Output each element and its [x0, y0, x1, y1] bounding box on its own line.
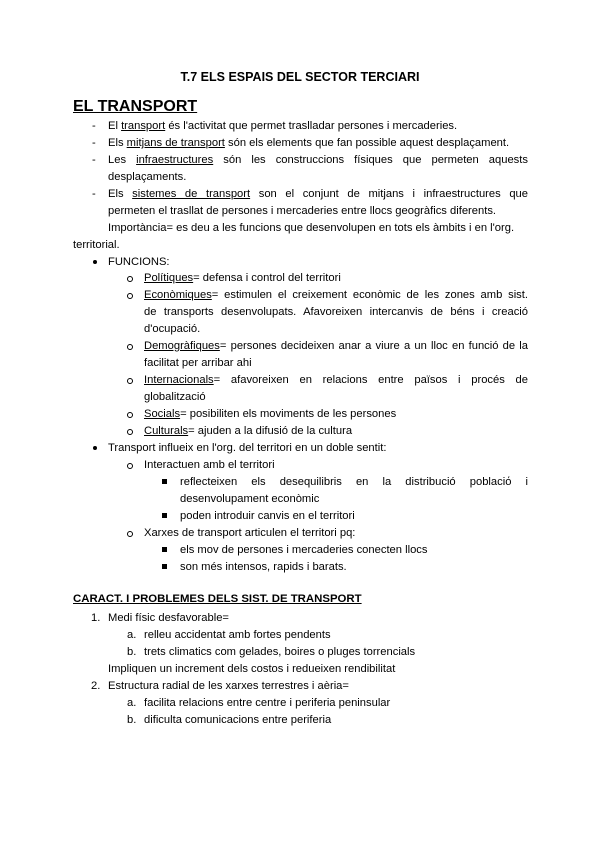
function-socials: Socials= posibiliten els moviments de les persones: [144, 408, 397, 420]
bullet-circle: [127, 463, 133, 469]
bullet-square: [162, 513, 167, 518]
list-number: 1.: [91, 612, 101, 624]
problem-note: Impliquen un increment dels costos i redueixen rendibilitat: [108, 663, 396, 675]
influence-sub2-item: els mov de persones i mercaderies conecten llocs: [180, 544, 428, 556]
influence-sub1-item-cont: desenvolupament econòmic: [180, 493, 320, 505]
influence-sub1-item: poden introduir canvis en el territori: [180, 510, 355, 522]
function-economiques-cont2: d'ocupació.: [144, 323, 201, 335]
bullet-square: [162, 479, 167, 484]
bullet-circle: [127, 293, 133, 299]
problem-item: Estructura radial de les xarxes terrestres i aèria=: [108, 680, 349, 692]
section-heading-transport: EL TRANSPORT: [73, 98, 198, 115]
function-politiques: Polítiques= defensa i control del territori: [144, 272, 341, 284]
problem-item: Medi físic desfavorable=: [108, 612, 229, 624]
problem-sub-item: facilita relacions entre centre i periferia peninsular: [144, 697, 391, 709]
importance-text: Importància= es deu a les funcions que desenvolupen en tots els àmbits i en l'org.: [108, 222, 515, 234]
problem-sub-item: relleu accidentat amb fortes pendents: [144, 629, 331, 641]
dash-item-transport: El transport és l'activitat que permet traslladar persones i mercaderies.: [108, 120, 458, 132]
bullet-circle: [127, 378, 133, 384]
bullet-circle: [127, 429, 133, 435]
bullet-disc: [93, 446, 97, 450]
list-number: 2.: [91, 680, 101, 692]
influence-sub1: Interactuen amb el territori: [144, 459, 275, 471]
bullet-circle: [127, 531, 133, 537]
dash-item-infraestructures: Les infraestructures són les construccions físiques que permeten aquests: [108, 154, 528, 166]
function-internacionals: Internacionals= afavoreixen en relacions entre països i procés de: [144, 374, 528, 386]
bullet-square: [162, 564, 167, 569]
dash-bullet: -: [92, 154, 96, 166]
function-demografiques: Demogràfiques= persones decideixen anar a viure a un lloc en funció de la: [144, 340, 528, 352]
dash-bullet: -: [92, 137, 96, 149]
importance-text-cont: territorial.: [73, 239, 120, 251]
page-title: T.7 ELS ESPAIS DEL SECTOR TERCIARI: [180, 70, 420, 84]
function-internacionals-cont: globalització: [144, 391, 206, 403]
list-letter: b.: [127, 714, 137, 726]
function-economiques-cont: de transports desenvolupats. Afavoreixen intercanvis de béns i creació: [144, 306, 528, 318]
influence-sub2-item: son més intensos, rapids i barats.: [180, 561, 347, 573]
bullet-circle: [127, 344, 133, 350]
dash-item-mitjans: Els mitjans de transport són els elements que fan possible aquest desplaçament.: [108, 137, 510, 149]
bullet-circle: [127, 276, 133, 282]
dash-item-infraestructures-cont: desplaçaments.: [108, 171, 187, 183]
function-culturals: Culturals= ajuden a la difusió de la cultura: [144, 425, 353, 437]
bullet-circle: [127, 412, 133, 418]
dash-item-sistemes-cont: permeten el trasllat de persones i mercaderies entre llocs geogràfics diferents.: [108, 205, 497, 217]
dash-bullet: -: [92, 120, 96, 132]
list-letter: b.: [127, 646, 137, 658]
section-heading-problems: CARACT. I PROBLEMES DELS SIST. DE TRANSPORT: [73, 593, 362, 605]
list-letter: a.: [127, 629, 137, 641]
problem-sub-item: trets climatics com gelades, boires o pluges torrencials: [144, 646, 416, 658]
bullet-square: [162, 547, 167, 552]
functions-label: FUNCIONS:: [108, 256, 170, 268]
influence-sub2: Xarxes de transport articulen el territori pq:: [144, 527, 356, 539]
dash-item-sistemes: Els sistemes de transport son el conjunt de mitjans i infraestructures que: [108, 188, 528, 200]
function-demografiques-cont: facilitat per arribar ahi: [144, 357, 252, 369]
influence-sub1-item: reflecteixen els desequilibris en la distribució poblaciό i: [180, 476, 528, 488]
influence-text: Transport influeix en l'org. del territori en un doble sentit:: [108, 442, 387, 454]
bullet-disc: [93, 260, 97, 264]
function-economiques: Econòmiques= estimulen el creixement econòmic de les zones amb sist.: [144, 289, 528, 301]
dash-bullet: -: [92, 188, 96, 200]
problem-sub-item: dificulta comunicacions entre periferia: [144, 714, 332, 726]
list-letter: a.: [127, 697, 137, 709]
